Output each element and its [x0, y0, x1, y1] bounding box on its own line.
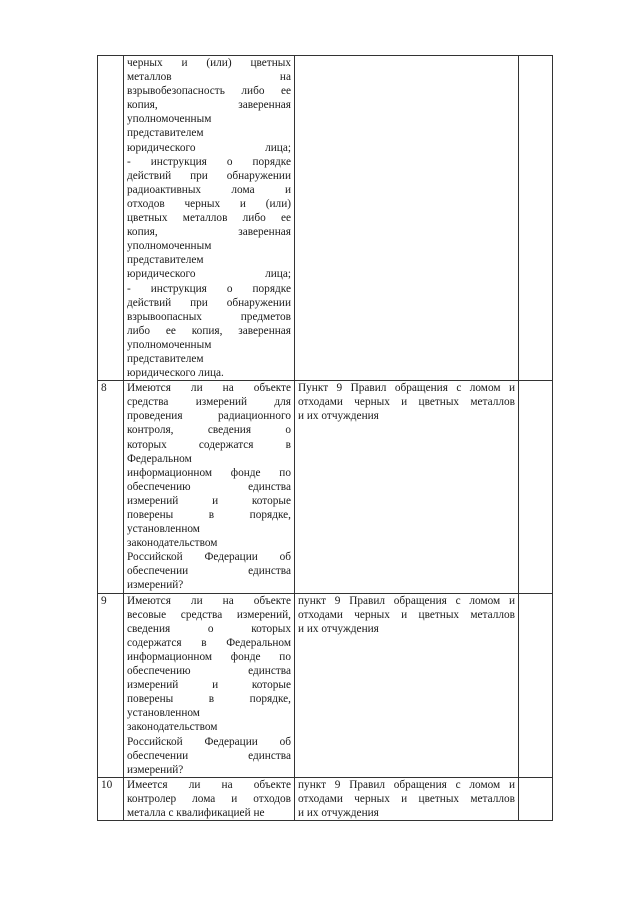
- requirement-text-line: пункт 9 Правил обращения с ломом и: [298, 594, 515, 607]
- question-text-line: поверены в порядке,: [127, 509, 291, 521]
- question-text-line: информационном фонде по: [127, 466, 291, 479]
- question-cell: [124, 381, 295, 593]
- question-text-line: обеспечении единства: [127, 749, 291, 762]
- question-text-line: содержатся в Федеральном: [127, 636, 291, 649]
- question-text-line: установленном: [127, 523, 200, 536]
- table-row: [98, 381, 553, 593]
- question-text-line: которых содержатся в: [127, 438, 291, 451]
- question-text-line: представителем: [127, 352, 204, 365]
- question-text-line: средства измерений для: [127, 396, 291, 409]
- question-text-line: поверены в порядке,: [127, 693, 291, 706]
- notes-cell: [519, 381, 553, 593]
- question-text-line: измерений и которые: [127, 494, 291, 507]
- question-text-line: контроля, сведения о: [127, 424, 291, 437]
- notes-cell: [519, 56, 553, 381]
- question-text-line: законодательством: [127, 721, 218, 734]
- question-cell: [124, 56, 295, 381]
- question-text-line: обеспечению единства: [127, 480, 291, 493]
- question-text-line: Российской Федерации об: [127, 551, 291, 564]
- row-number: 9: [98, 593, 124, 777]
- question-text-line: Федеральном: [127, 452, 192, 465]
- question-text-line: уполномоченным: [127, 338, 212, 351]
- requirement-text-line: отходами черных и цветных металлов: [298, 396, 515, 409]
- question-text-line: цветных металлов либо ее: [127, 212, 291, 225]
- question-text-line: действий при обнаружении: [127, 296, 291, 309]
- requirement-text-line: пункт 9 Правил обращения с ломом и: [298, 778, 515, 791]
- question-text-line: Имеются ли на объекте: [127, 382, 291, 395]
- question-text-line: юридического лица;: [127, 141, 291, 154]
- question-text-line: весовые средства измерений,: [127, 608, 291, 621]
- question-text-line: уполномоченным: [127, 113, 212, 126]
- question-text-line: - инструкция о порядке: [127, 282, 291, 295]
- requirement-cell: [295, 593, 519, 777]
- table-row: [98, 56, 553, 381]
- table-row: [98, 777, 553, 820]
- question-text-line: представителем: [127, 127, 204, 140]
- question-text-line: взрывобезопасность либо ее: [127, 85, 291, 98]
- table-row: [98, 593, 553, 777]
- question-text-line: уполномоченным: [127, 240, 212, 253]
- question-text-line: контролер лома и отходов: [127, 792, 291, 805]
- requirement-cell: [295, 381, 519, 593]
- question-text-line: черных и (или) цветных: [127, 57, 291, 69]
- question-text-line: либо ее копия, заверенная: [127, 324, 291, 337]
- question-text-line: установленном: [127, 707, 200, 720]
- question-text-line: обеспечению единства: [127, 665, 291, 678]
- question-text-line: металла с квалификацией не: [127, 806, 265, 819]
- question-text-line: взрывоопасных предметов: [127, 310, 291, 323]
- question-text-line: измерений?: [127, 579, 184, 592]
- question-text-line: законодательством: [127, 537, 218, 550]
- question-text-line: Российской Федерации об: [127, 735, 291, 748]
- requirement-text-line: отходами черных и цветных металлов: [298, 608, 515, 621]
- question-text-line: отходов черных и (или): [127, 197, 291, 210]
- question-text-line: измерений?: [127, 763, 184, 776]
- question-text-line: измерений и которые: [127, 679, 291, 692]
- question-text-line: обеспечении единства: [127, 565, 291, 578]
- question-text-line: Имеется ли на объекте: [127, 778, 291, 791]
- requirement-cell: [295, 777, 519, 820]
- row-number: 10: [98, 777, 124, 820]
- question-text-line: действий при обнаружении: [127, 169, 291, 182]
- requirement-text-line: и их отчуждения: [298, 806, 379, 819]
- question-text-line: копия, заверенная: [127, 226, 291, 239]
- question-cell: [124, 593, 295, 777]
- row-number: [98, 56, 124, 381]
- row-number: 8: [98, 381, 124, 593]
- question-text-line: сведения о которых: [127, 622, 291, 635]
- question-cell: [124, 777, 295, 820]
- question-text-line: металлов на: [127, 71, 291, 84]
- question-text-line: радиоактивных лома и: [127, 183, 291, 196]
- question-text-line: информационном фонде по: [127, 650, 291, 663]
- question-text-line: Имеются ли на объекте: [127, 594, 291, 607]
- requirement-text-line: Пункт 9 Правил обращения с ломом и: [298, 382, 515, 395]
- question-text-line: юридического лица;: [127, 268, 291, 281]
- requirement-text-line: и их отчуждения: [298, 410, 379, 423]
- checklist-table-body: [98, 56, 553, 821]
- checklist-table: [97, 55, 553, 821]
- question-text-line: - инструкция о порядке: [127, 155, 291, 168]
- requirement-text-line: отходами черных и цветных металлов: [298, 792, 515, 805]
- requirement-cell: [295, 56, 519, 381]
- notes-cell: [519, 777, 553, 820]
- question-text-line: проведения радиационного: [127, 410, 291, 423]
- question-text-line: копия, заверенная: [127, 99, 291, 112]
- question-text-line: представителем: [127, 254, 204, 267]
- notes-cell: [519, 593, 553, 777]
- requirement-text-line: и их отчуждения: [298, 622, 379, 635]
- question-text-line: юридического лица.: [127, 367, 224, 380]
